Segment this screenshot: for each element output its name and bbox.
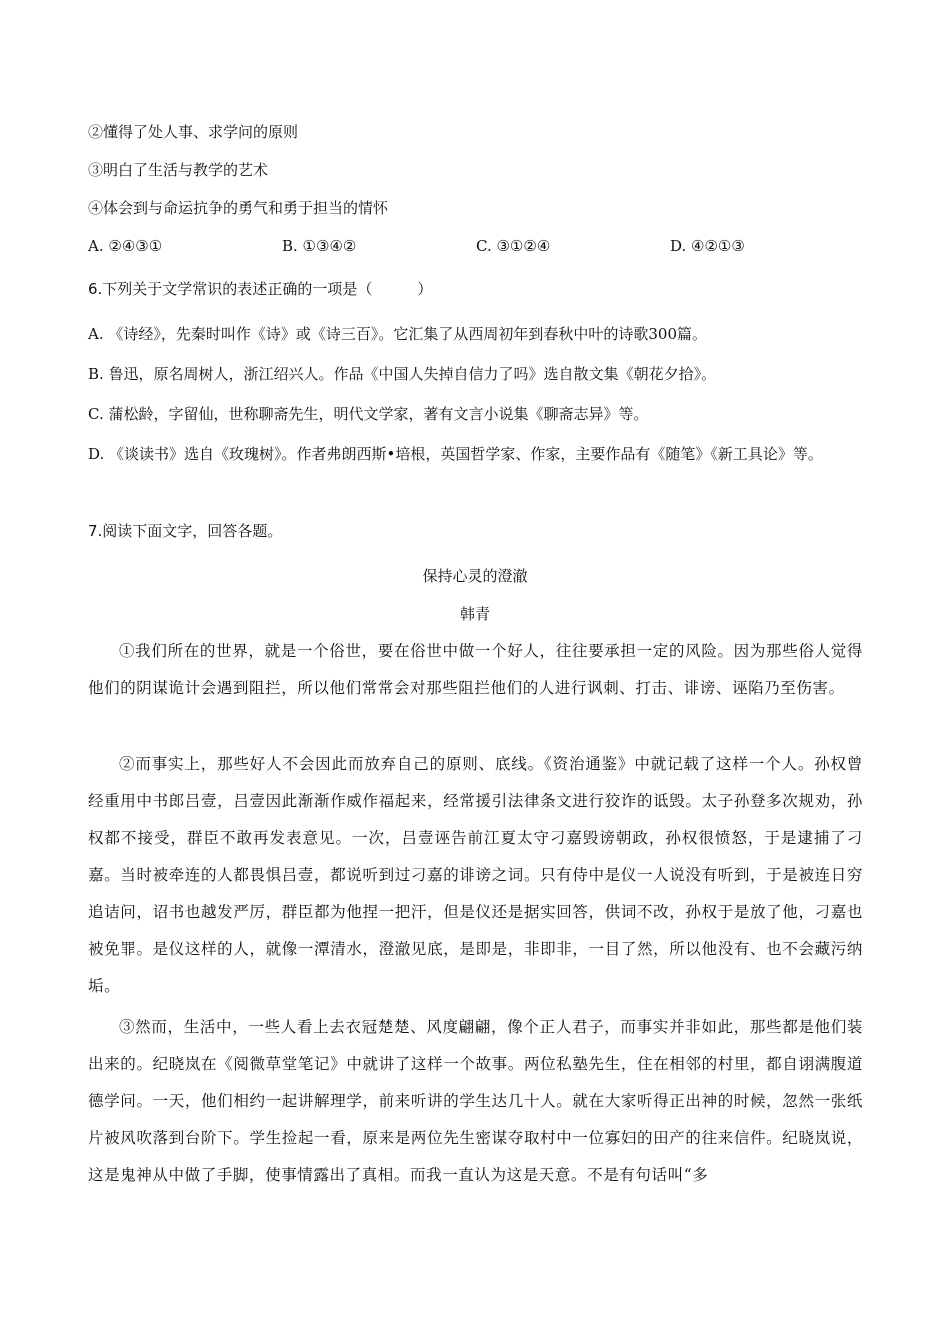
article-author: 韩青: [459, 605, 490, 623]
q6-option-b[interactable]: B. 鲁迅，原名周树人，浙江绍兴人。作品《中国人失掉自信力了吗》选自散文集《朝花夕拾》。: [88, 365, 717, 383]
q5-option-c[interactable]: C. ③①②④: [476, 237, 551, 255]
q7-stem: 7.阅读下面文字，回答各题。: [88, 522, 283, 540]
q5-item-2: ②懂得了处人事、求学问的原则: [88, 123, 299, 141]
article-title: 保持心灵的澄澈: [422, 567, 528, 585]
article-paragraph-2: ②而事实上，那些好人不会因此而放弃自己的原则、底线。《资治通鉴》中就记载了这样一个人。孙权曾经重用中书郎吕壹，吕壹因此渐渐作威作福起来，经常援引法律条文进行狡诈的诋毁。太子孙登多次规劝，孙权都不接受，群臣不敢再发表意见。一次，吕壹诬告前江夏太守刁嘉毁谤朝政，孙权很愤怒，于是逮捕了刁嘉。当时被牵连的人都畏惧吕壹，都说听到过刁嘉的诽谤之词。只有侍中是仪一人说没有听到，于是被连日穷追诘问，诏书也越发严厉，群臣都为他捏一把汗，但是仪还是据实回答，供词不改，孙权于是放了他，刁嘉也被免罪。是仪这样的人，就像一潭清水，澄澈见底，是即是，非即非，一目了然，所以他没有、也不会藏污纳垢。: [88, 755, 863, 995]
q5-option-d[interactable]: D. ④②①③: [670, 237, 745, 255]
q5-option-a[interactable]: A. ②④③①: [88, 237, 163, 255]
article-paragraph-3: ③然而，生活中，一些人看上去衣冠楚楚、风度翩翩，像个正人君子，而事实并非如此，那些都是他们装出来的。纪晓岚在《阅微草堂笔记》中就讲了这样一个故事。两位私塾先生，住在相邻的村里，都自诩满腹道德学问。一天，他们相约一起讲解理学，前来听讲的学生达几十人。就在大家听得正出神的时候，忽然一张纸片被风吹落到台阶下。学生捡起一看，原来是两位先生密谋夺取村中一位寡妇的田产的往来信件。纪晓岚说，这是鬼神从中做了手脚，使事情露出了真相。而我一直认为这是天意。不是有句话叫“多: [88, 1018, 863, 1184]
q6-option-c[interactable]: C. 蒲松龄，字留仙，世称聊斋先生，明代文学家，著有文言小说集《聊斋志异》等。: [88, 405, 649, 423]
q6-option-a[interactable]: A. 《诗经》，先秦时叫作《诗》或《诗三百》。它汇集了从西周初年到春秋中叶的诗歌300篇。: [88, 325, 708, 343]
q5-item-3: ③明白了生活与教学的艺术: [88, 161, 269, 179]
q5-option-b[interactable]: B. ①③④②: [282, 237, 357, 255]
article-paragraph-1: ①我们所在的世界，就是一个俗世，要在俗世中做一个好人，往往要承担一定的风险。因为那些俗人觉得他们的阴谋诡计会遇到阻拦，所以他们常常会对那些阻拦他们的人进行讽刺、打击、诽谤、诬陷乃至伤害。: [88, 642, 863, 697]
q6-option-d[interactable]: D. 《谈读书》选自《玫瑰树》。作者弗朗西斯•培根，英国哲学家、作家，主要作品有《随笔》《新工具论》等。: [88, 445, 823, 463]
q5-item-4: ④体会到与命运抗争的勇气和勇于担当的情怀: [88, 199, 389, 217]
q6-stem: 6.下列关于文学常识的表述正确的一项是（ ）: [88, 280, 433, 298]
